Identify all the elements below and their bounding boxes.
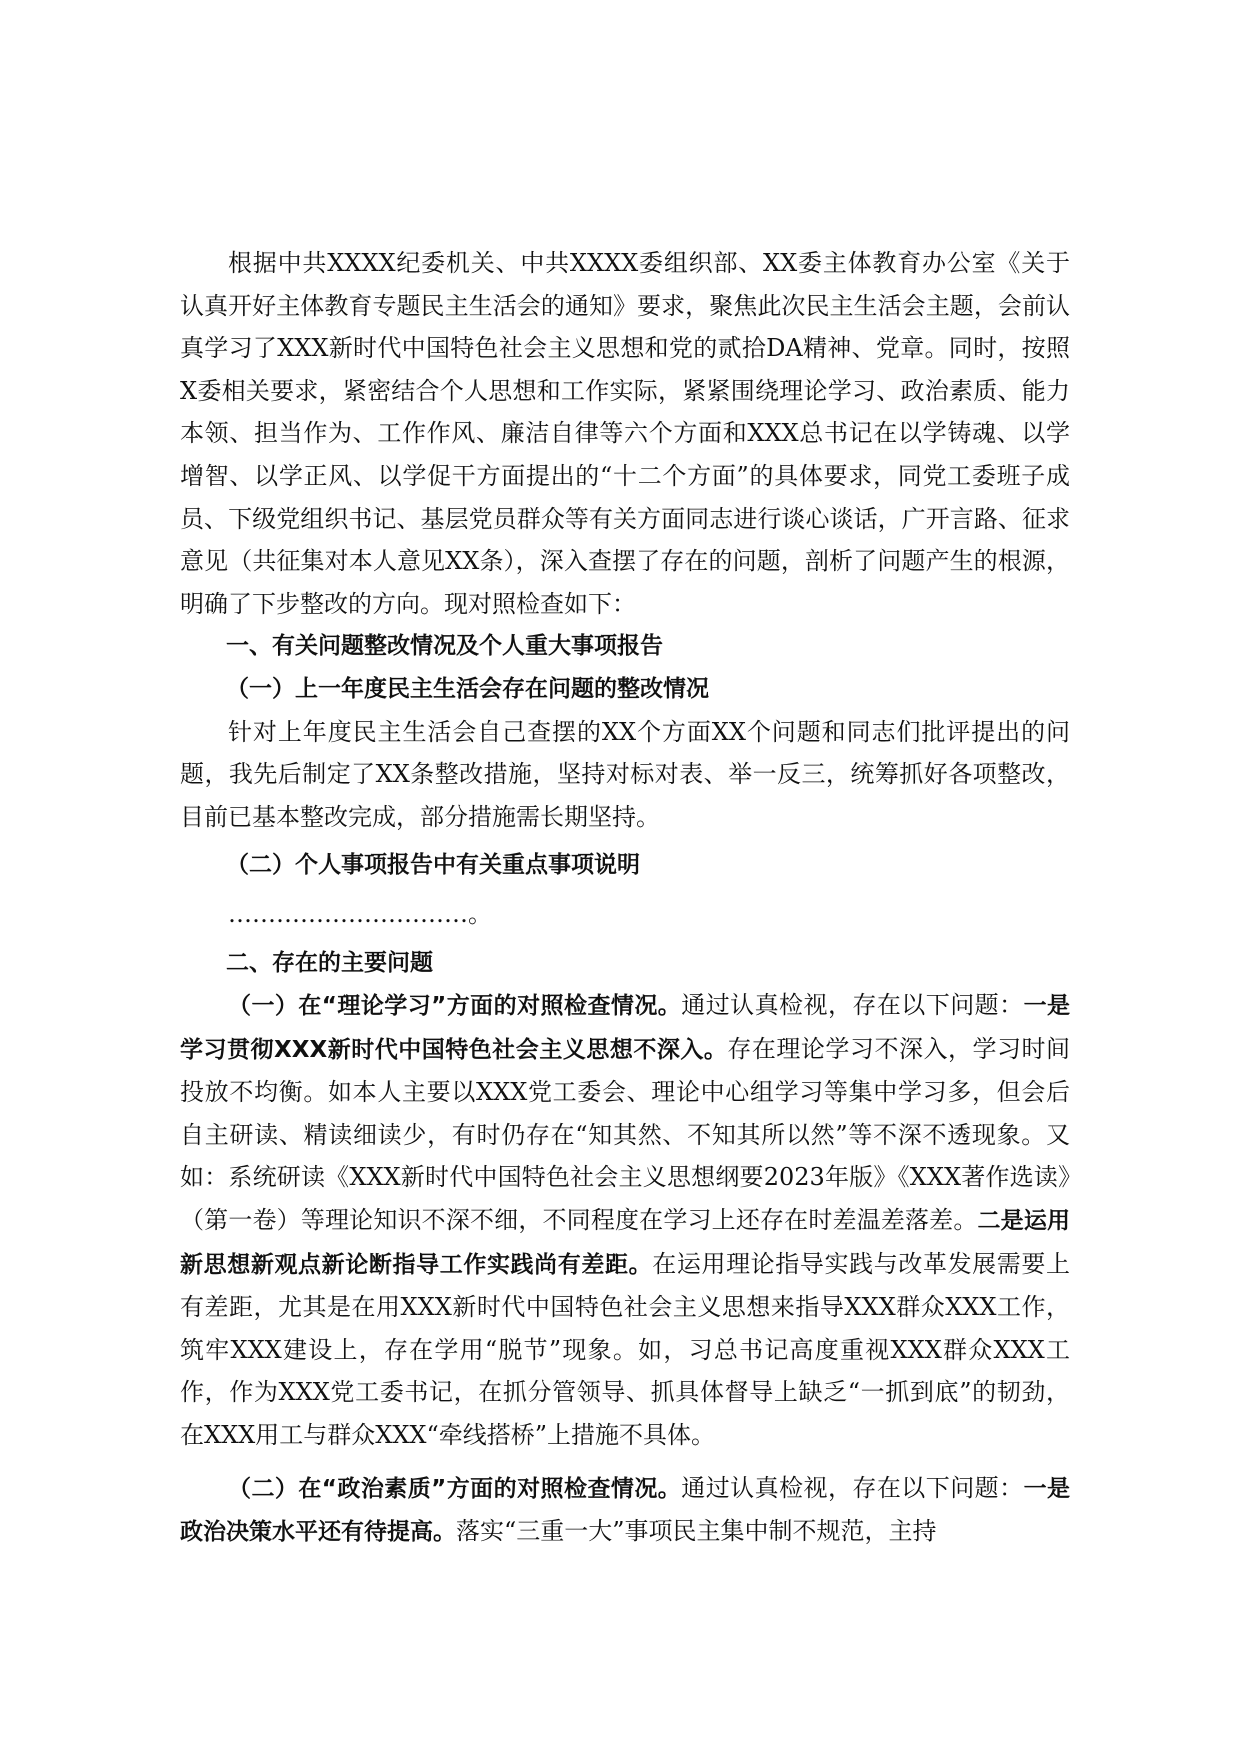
section-1-subheading-1: （一）上一年度民主生活会存在问题的整改情况: [226, 675, 709, 702]
item-2-point-1-text: 落实“三重一大”事项民主集中制不规范，主持: [456, 1517, 937, 1546]
document-body: [180, 242, 1070, 1554]
section-1-subheading-2: （二）个人事项报告中有关重点事项说明: [226, 852, 640, 879]
intro-paragraph: 根据中共XXXX纪委机关、中共XXXX委组织部、XX委主体教育办公室《关于认真开好主体教育专题民主生活会的通知》要求，聚焦此次民主生活会主题，会前认真学习了XXX新时代中国特色社会主义思想和党的贰拾DA精神、党章。同时，按照X委相关要求，紧密结合个人思想和工作实际，紧紧围绕理论学习、政治素质、能力本领、担当作为、工作作风、廉洁自律等六个方面和XXX总书记在以学铸魂、以学增智、以学正风、以学促干方面提出的“十二个方面”的具体要求，同党工委班子成员、下级党组织书记、基层党员群众等有关方面同志进行谈心谈话，广开言路、征求意见（共征集对本人意见XX条），深入查摆了存在的问题，剖析了问题产生的根源，明确了下步整改的方向。现对照检查如下：: [180, 249, 1070, 618]
section-1-heading: 一、有关问题整改情况及个人重大事项报告: [226, 633, 663, 660]
item-2-lead: （二）在“政治素质”方面的对照检查情况。: [228, 1475, 682, 1502]
item-1-after-lead: 通过认真检视，存在以下问题：: [681, 991, 1024, 1020]
item-1-lead: （一）在“理论学习”方面的对照检查情况。: [228, 993, 682, 1020]
section-2-item-1-paragraph: [180, 984, 1070, 1457]
item-1-point-2-title: 二是运用新思想新观点新论断指导工作实践尚有差距。: [180, 1208, 1071, 1278]
item-2-after-lead: 通过认真检视，存在以下问题：: [681, 1473, 1024, 1502]
item-1-point-2-text: 在运用理论指导实践与改革发展需要上有差距，尤其是在用XXX新时代中国特色社会主义思想来指导XXX群众XXX工作，筑牢XXX建设上，存在学用“脱节”现象。如，习总书记高度重视XXX群众XXX工作，作为XXX党工委书记，在抓分管领导、抓具体督导上缺乏“一抓到底”的韧劲，在XXX用工与群众XXX“牵线搭桥”上措施不具体。: [180, 1249, 1071, 1450]
item-1-point-1-text: 存在理论学习不深入，学习时间投放不均衡。如本人主要以XXX党工委会、理论中心组学习等集中学习多，但会后自主研读、精读细读少，有时仍存在“知其然、不知其所以然”等不深不透现象。又如：系统研读《XXX新时代中国特色社会主义思想纲要2023年版》《XXX著作选读》（第一卷）等理论知识不深不细，不同程度在学习上还存在时差温差落差。: [180, 1034, 1071, 1235]
section-1-sub2-paragraph: …………………………。: [228, 899, 492, 928]
item-1-point-1-title: 一是学习贯彻XXX新时代中国特色社会主义思想不深入。: [180, 993, 1071, 1063]
section-2-heading: 二、存在的主要问题: [226, 949, 433, 976]
section-2-item-2-paragraph: [180, 1467, 1070, 1554]
section-1-sub1-paragraph: 针对上年度民主生活会自己查摆的XX个方面XX个问题和同志们批评提出的问题，我先后制定了XX条整改措施，坚持对标对表、举一反三，统筹抓好各项整改，目前已基本整改完成，部分措施需长期坚持。: [180, 717, 1070, 831]
item-2-point-1-title: 一是政治决策水平还有待提高。: [180, 1475, 1071, 1546]
